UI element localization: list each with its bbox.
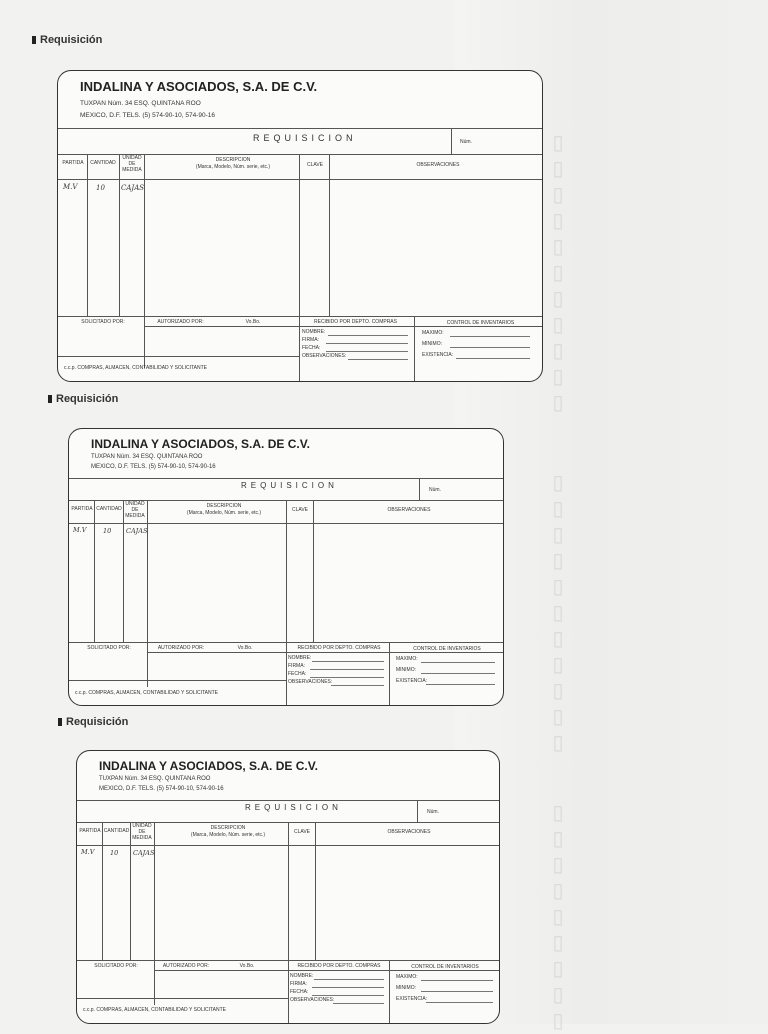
row-partida: M.V — [81, 848, 95, 856]
observaciones-label: OBSERVACIONES: — [288, 679, 333, 685]
ccp-note: c.c.p. COMPRAS, ALMACEN, CONTABILIDAD Y SOLICITANTE — [83, 1007, 226, 1013]
recibido-label: RECIBIDO POR DEPTO. COMPRAS — [297, 963, 381, 969]
control-label: CONTROL DE INVENTARIOS — [446, 320, 515, 326]
company-name: INDALINA Y ASOCIADOS, S.A. DE C.V. — [99, 759, 318, 773]
requisition-form — [68, 428, 504, 706]
section-title-text: Requisición — [56, 393, 119, 405]
company-address: TUXPAN Núm. 34 ESQ. QUINTANA ROO — [80, 100, 201, 107]
minimo-label: MINIMO: — [396, 667, 416, 673]
autorizado-label: AUTORIZADO POR: — [157, 645, 205, 651]
col-unidad: UNIDAD DE MEDIDA — [125, 501, 145, 519]
col-descripcion-sub: (Marca, Modelo, Núm. serie, etc.) — [195, 164, 271, 170]
col-descripcion-sub: (Marca, Modelo, Núm. serie, etc.) — [186, 510, 262, 516]
control-label: CONTROL DE INVENTARIOS — [411, 964, 479, 970]
maximo-label: MAXIMO: — [396, 974, 418, 980]
col-cantidad: CANTIDAD — [103, 828, 130, 834]
col-unidad: UNIDAD DE MEDIDA — [122, 155, 142, 173]
section-title — [32, 34, 102, 46]
firma-label: FIRMA: — [302, 337, 319, 343]
solicitado-label: SOLICITADO POR: — [81, 319, 125, 325]
firma-label: FIRMA: — [290, 981, 307, 987]
col-cantidad: CANTIDAD — [90, 160, 116, 166]
bleed-decoration: ▯▯▯▯▯▯▯▯▯▯▯ — [546, 470, 568, 756]
minimo-label: MINIMO: — [422, 341, 442, 347]
num-label: Núm. — [427, 809, 439, 815]
observaciones-label: OBSERVACIONES: — [290, 997, 335, 1003]
row-partida: M.V — [63, 183, 78, 191]
solicitado-label: SOLICITADO POR: — [94, 963, 138, 969]
col-descripcion: DESCRIPCION — [215, 157, 251, 163]
minimo-label: MINIMO: — [396, 985, 416, 991]
company-phones: MEXICO, D.F. TELS. (5) 574-90-10, 574-90-16 — [99, 786, 224, 792]
nombre-label: NOMBRE: — [302, 329, 326, 335]
control-label: CONTROL DE INVENTARIOS — [413, 646, 481, 652]
fecha-label: FECHA: — [302, 345, 321, 351]
fecha-label: FECHA: — [288, 671, 307, 677]
nombre-label: NOMBRE: — [290, 973, 314, 979]
section-title-text: Requisición — [40, 34, 103, 46]
col-observaciones: OBSERVACIONES — [416, 162, 460, 168]
col-clave: CLAVE — [291, 507, 309, 513]
requisition-form — [57, 70, 543, 382]
company-phones: MEXICO, D.F. TELS. (5) 574-90-10, 574-90-16 — [80, 112, 215, 119]
num-label: Núm. — [460, 139, 472, 145]
col-cantidad: CANTIDAD — [96, 506, 122, 512]
col-observaciones: OBSERVACIONES — [387, 507, 431, 513]
bullet-icon — [48, 395, 52, 403]
col-clave: CLAVE — [306, 162, 324, 168]
row-unidad: CAJAS — [121, 184, 145, 192]
col-descripcion: DESCRIPCION — [210, 825, 246, 831]
num-label: Núm. — [429, 487, 441, 493]
row-unidad: CAJAS — [133, 849, 155, 857]
col-descripcion-sub: (Marca, Modelo, Núm. serie, etc.) — [190, 832, 266, 838]
recibido-label: RECIBIDO POR DEPTO. COMPRAS — [297, 645, 381, 651]
firma-label: FIRMA: — [288, 663, 305, 669]
existencia-label: EXISTENCIA: — [396, 678, 428, 684]
autorizado-label: AUTORIZADO POR: — [162, 963, 210, 969]
row-cantidad: 10 — [96, 184, 105, 192]
form-title: REQUISICION — [245, 803, 342, 812]
company-name: INDALINA Y ASOCIADOS, S.A. DE C.V. — [91, 437, 310, 451]
autorizado-label: AUTORIZADO POR: — [157, 319, 204, 325]
col-partida: PARTIDA — [71, 506, 93, 512]
col-descripcion: DESCRIPCION — [206, 503, 242, 509]
col-clave: CLAVE — [293, 829, 311, 835]
row-partida: M.V — [73, 526, 87, 534]
row-cantidad: 10 — [103, 527, 112, 535]
ccp-note: c.c.p. COMPRAS, ALMACEN, CONTABILIDAD Y SOLICITANTE — [64, 365, 207, 371]
requisition-form — [76, 750, 500, 1024]
section-title — [58, 716, 128, 728]
existencia-label: EXISTENCIA: — [396, 996, 428, 1002]
nombre-label: NOMBRE: — [288, 655, 312, 661]
col-unidad: UNIDAD DE MEDIDA — [132, 823, 152, 841]
bullet-icon — [58, 718, 62, 726]
form-title: REQUISICION — [241, 481, 338, 490]
solicitado-label: SOLICITADO POR: — [87, 645, 131, 651]
observaciones-label: OBSERVACIONES: — [302, 353, 347, 359]
bleed-decoration: ▯▯▯▯▯▯▯▯▯▯▯ — [546, 130, 568, 416]
vobo-label: Vo.Bo. — [245, 319, 261, 325]
recibido-label: RECIBIDO POR DEPTO. COMPRAS — [314, 319, 397, 325]
company-address: TUXPAN Núm. 34 ESQ. QUINTANA ROO — [91, 454, 203, 460]
vobo-label: Vo.Bo. — [239, 963, 255, 969]
maximo-label: MAXIMO: — [422, 330, 444, 336]
bleed-decoration: ▯▯▯▯▯▯▯▯▯ — [546, 800, 568, 1034]
col-partida: PARTIDA — [79, 828, 101, 834]
col-partida: PARTIDA — [62, 160, 84, 166]
section-title — [48, 393, 118, 405]
ccp-note: c.c.p. COMPRAS, ALMACEN, CONTABILIDAD Y SOLICITANTE — [75, 690, 218, 696]
col-observaciones: OBSERVACIONES — [387, 829, 431, 835]
bullet-icon — [32, 36, 36, 44]
section-title-text: Requisición — [66, 716, 129, 728]
fecha-label: FECHA: — [290, 989, 309, 995]
company-phones: MEXICO, D.F. TELS. (5) 574-90-10, 574-90-16 — [91, 464, 216, 470]
row-cantidad: 10 — [110, 849, 119, 857]
maximo-label: MAXIMO: — [396, 656, 418, 662]
existencia-label: EXISTENCIA: — [422, 352, 454, 358]
company-address: TUXPAN Núm. 34 ESQ. QUINTANA ROO — [99, 776, 211, 782]
vobo-label: Vo.Bo. — [237, 645, 253, 651]
company-name: INDALINA Y ASOCIADOS, S.A. DE C.V. — [80, 79, 318, 94]
form-title: REQUISICION — [253, 133, 357, 143]
row-unidad: CAJAS — [126, 527, 148, 535]
